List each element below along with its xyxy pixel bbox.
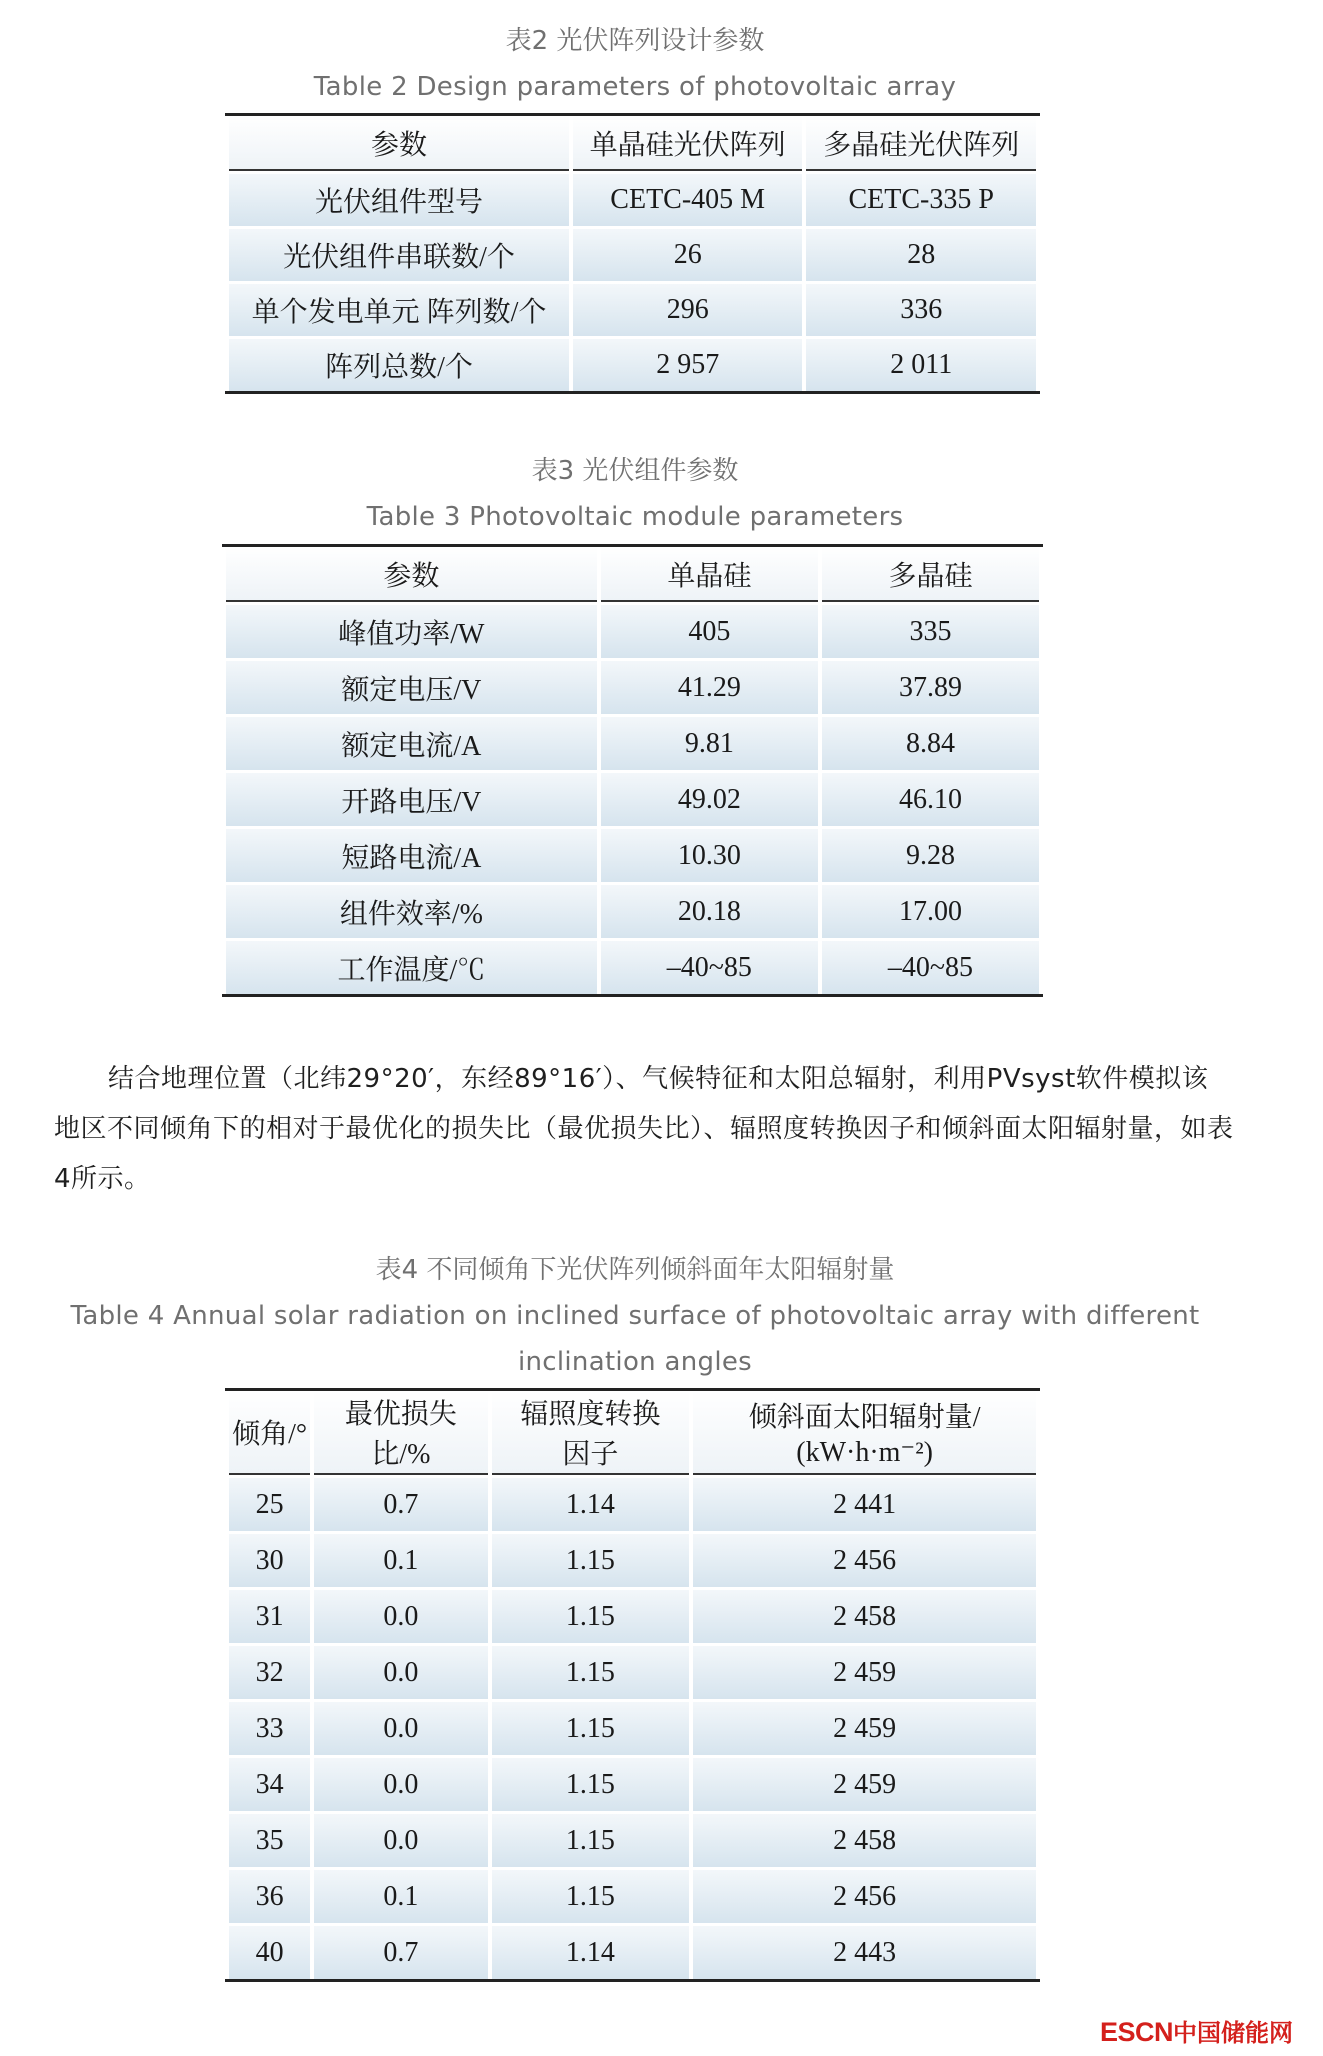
- table-row: [226, 826, 1039, 882]
- table4-cell: 0.1: [314, 1867, 487, 1923]
- table3-cell: 9.81: [601, 714, 818, 770]
- table3-cell: 开路电压/V: [226, 770, 597, 826]
- table4-cell: 2 458: [693, 1587, 1036, 1643]
- table2-cell: 2 957: [573, 336, 803, 391]
- table4-caption-en-line1: Table 4 Annual solar radiation on inclined surface of photovoltaic array with different: [70, 1301, 1200, 1331]
- table2-cell: 单个发电单元 阵列数/个: [229, 281, 569, 336]
- table-row: [226, 770, 1039, 826]
- table3-cell: 峰值功率/W: [226, 602, 597, 658]
- table4-cell: 33: [229, 1699, 310, 1755]
- table4-cell: 2 459: [693, 1699, 1036, 1755]
- table2-cell: 26: [573, 226, 803, 281]
- table3-cell: 335: [822, 602, 1039, 658]
- table3-caption-en: Table 3 Photovoltaic module parameters: [366, 502, 904, 532]
- table4-cell: 2 459: [693, 1643, 1036, 1699]
- table-row: [229, 1811, 1036, 1867]
- table4-header-1: [314, 1391, 487, 1475]
- table4-cell: 1.15: [492, 1867, 690, 1923]
- table4-header-3-line2: (kW·h·m⁻²): [796, 1437, 933, 1468]
- table4-cell: 0.7: [314, 1475, 487, 1531]
- table-row: [229, 281, 1036, 336]
- table4-header-3-line1: 倾斜面太阳辐射量/: [748, 1402, 981, 1433]
- table3-header-0: 参数: [226, 547, 597, 602]
- table2-cell: 28: [806, 226, 1036, 281]
- table3-cell: 405: [601, 602, 818, 658]
- table4-caption-zh: 表4 不同倾角下光伏阵列倾斜面年太阳辐射量: [375, 1255, 895, 1285]
- table3-header-row: [226, 547, 1039, 602]
- table3-cell: 组件效率/%: [226, 882, 597, 938]
- table-row: [229, 1755, 1036, 1811]
- table-row: [229, 1531, 1036, 1587]
- table2-caption-en: Table 2 Design parameters of photovoltaic array: [313, 72, 957, 102]
- table4-header-2-line2: 因子: [562, 1439, 619, 1470]
- table4-cell: 0.1: [314, 1531, 487, 1587]
- escn-logo: [1100, 2013, 1293, 2048]
- table3-cell: 短路电流/A: [226, 826, 597, 882]
- table4-cell: 2 456: [693, 1867, 1036, 1923]
- table2-cell: 2 011: [806, 336, 1036, 391]
- table4-cell: 1.15: [492, 1531, 690, 1587]
- table3-caption-zh: 表3 光伏组件参数: [531, 456, 739, 486]
- logo-cn: 中国储能网: [1173, 2019, 1293, 2047]
- table4-cell: 30: [229, 1531, 310, 1587]
- table3-cell: 20.18: [601, 882, 818, 938]
- table4-cell: 1.15: [492, 1811, 690, 1867]
- table2-caption-zh: 表2 光伏阵列设计参数: [505, 26, 765, 56]
- table4-cell: 31: [229, 1587, 310, 1643]
- table3-cell: 49.02: [601, 770, 818, 826]
- table4-cell: 25: [229, 1475, 310, 1531]
- table-row: [229, 1923, 1036, 1979]
- table4-cell: 1.15: [492, 1587, 690, 1643]
- table4-cell: 2 441: [693, 1475, 1036, 1531]
- table-row: [226, 882, 1039, 938]
- table2-cell: 光伏组件型号: [229, 171, 569, 226]
- table4: [225, 1388, 1040, 1982]
- table4-cell: 1.14: [492, 1923, 690, 1979]
- table4-cell: 1.15: [492, 1699, 690, 1755]
- table4-cell: 40: [229, 1923, 310, 1979]
- table4-header-1-line1: 最优损失: [344, 1399, 457, 1430]
- table2-header-2: 多晶硅光伏阵列: [806, 116, 1036, 171]
- table4-cell: 35: [229, 1811, 310, 1867]
- table-row: [229, 1867, 1036, 1923]
- table4-cell: 0.0: [314, 1587, 487, 1643]
- table2-header-row: [229, 116, 1036, 171]
- table3-cell: 额定电流/A: [226, 714, 597, 770]
- table3-cell: 10.30: [601, 826, 818, 882]
- table3-cell: –40~85: [822, 938, 1039, 994]
- table-row: [229, 226, 1036, 281]
- table2-header-0: 参数: [229, 116, 569, 171]
- table4-cell: 0.0: [314, 1811, 487, 1867]
- table4-cell: 1.14: [492, 1475, 690, 1531]
- logo-latin: ESCN: [1099, 2017, 1173, 2047]
- table2-cell: 296: [573, 281, 803, 336]
- table-row: [229, 171, 1036, 226]
- table4-cell: 2 443: [693, 1923, 1036, 1979]
- table3-cell: –40~85: [601, 938, 818, 994]
- table4-header-0: [229, 1391, 310, 1475]
- table4-cell: 0.0: [314, 1643, 487, 1699]
- table4-cell: 0.0: [314, 1699, 487, 1755]
- body-paragraph: 结合地理位置（北纬29°20′，东经89°16′）、气候特征和太阳总辐射，利用PVsyst软件模拟该地区不同倾角下的相对于最优化的损失比（最优损失比）、辐照度转换因子和倾斜面太阳辐射量，如表4所示。: [54, 1064, 1234, 1194]
- table2-cell: CETC-405 M: [573, 171, 803, 226]
- table-row: [229, 1699, 1036, 1755]
- table3-cell: 17.00: [822, 882, 1039, 938]
- table-row: [229, 1587, 1036, 1643]
- table2-header-1: 单晶硅光伏阵列: [573, 116, 803, 171]
- table3-header-1: 单晶硅: [601, 547, 818, 602]
- table4-cell: 34: [229, 1755, 310, 1811]
- table3-cell: 9.28: [822, 826, 1039, 882]
- table4-header-2-line1: 辐照度转换: [520, 1399, 661, 1430]
- table4-header-3: [693, 1391, 1036, 1475]
- table4-cell: 36: [229, 1867, 310, 1923]
- table-row: [226, 658, 1039, 714]
- table4-header-1-line2: 比/%: [371, 1439, 431, 1470]
- table2-cell: 阵列总数/个: [229, 336, 569, 391]
- table4-header-2: [492, 1391, 690, 1475]
- table4-caption-en-line2: inclination angles: [517, 1347, 752, 1377]
- table-row: [226, 714, 1039, 770]
- table4-cell: 2 456: [693, 1531, 1036, 1587]
- table-row: [226, 938, 1039, 994]
- table4-cell: 2 459: [693, 1755, 1036, 1811]
- table4-cell: 1.15: [492, 1643, 690, 1699]
- table2-cell: 336: [806, 281, 1036, 336]
- table3-cell: 37.89: [822, 658, 1039, 714]
- table4-cell: 2 458: [693, 1811, 1036, 1867]
- table2-cell: 光伏组件串联数/个: [229, 226, 569, 281]
- table-row: [229, 336, 1036, 391]
- table2: [225, 113, 1040, 394]
- table3-header-2: 多晶硅: [822, 547, 1039, 602]
- table4-header-row: [229, 1391, 1036, 1475]
- table3-cell: 额定电压/V: [226, 658, 597, 714]
- table-row: [229, 1475, 1036, 1531]
- table3-cell: 41.29: [601, 658, 818, 714]
- table-row: [226, 602, 1039, 658]
- table3-cell: 工作温度/℃: [226, 938, 597, 994]
- table-row: [229, 1643, 1036, 1699]
- table3: [222, 544, 1043, 997]
- table3-cell: 8.84: [822, 714, 1039, 770]
- table4-cell: 32: [229, 1643, 310, 1699]
- table3-cell: 46.10: [822, 770, 1039, 826]
- table4-cell: 0.0: [314, 1755, 487, 1811]
- table4-header-0-line1: 倾角/°: [232, 1419, 308, 1450]
- table4-cell: 1.15: [492, 1755, 690, 1811]
- table4-cell: 0.7: [314, 1923, 487, 1979]
- table2-cell: CETC-335 P: [806, 171, 1036, 226]
